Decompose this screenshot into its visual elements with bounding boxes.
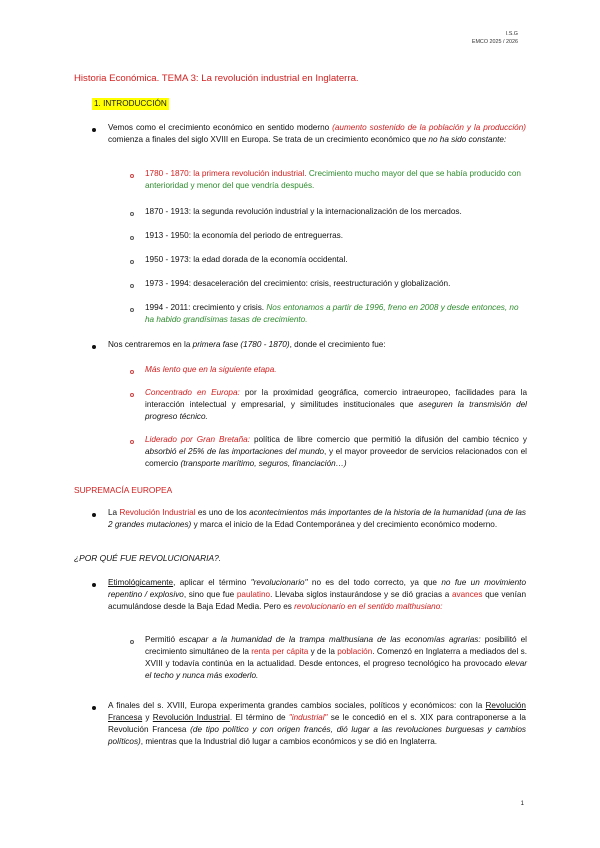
paragraph-malthus <box>145 634 527 682</box>
text-span: La <box>108 508 120 517</box>
paragraph-intro <box>108 122 526 146</box>
hollow-bullet-icon <box>130 174 134 178</box>
text-span: se le concedió en el s. XIX para contraponerse a la Revolución Francesa <box>108 712 526 734</box>
text-span: Vemos como el crecimiento económico en sentido moderno <box>108 123 333 132</box>
paragraph-final <box>108 700 526 748</box>
text-span: "industrial" <box>288 712 328 722</box>
text-span: renta per cápita <box>251 646 309 656</box>
text-span: comienza a finales del siglo XVIII en Europa. Se trata de un crecimiento económico que <box>108 134 429 144</box>
hollow-bullet-icon <box>130 260 134 264</box>
text-span: es uno de los <box>195 508 250 517</box>
paragraph-first-phase <box>108 339 526 351</box>
text-span: Crecimiento mucho mayor del que se había producido con anterioridad y menor del que vendría después. <box>145 169 521 190</box>
text-span: absorbió el 25% de las importaciones del mundo <box>145 446 325 456</box>
text-span: , y el mayor proveedor de servicios relacionados con el comercio <box>145 446 527 468</box>
period-item: 1913 - 1950: la economía del periodo de entreguerras. <box>145 231 343 240</box>
hollow-bullet-icon <box>130 308 134 312</box>
text-span: , mientras que la Industrial dió lugar a cambios económicos y se dió en Inglaterra. <box>140 736 438 746</box>
text-span: y marca el inicio de la Edad Contemporánea y del crecimiento económico moderno. <box>191 519 498 529</box>
page-title: Historia Económica. TEMA 3: La revolución industrial en Inglaterra. <box>74 73 359 84</box>
text-span: política de libre comercio que permitió la difusión del cambio técnico y <box>250 435 527 444</box>
hollow-bullet-icon <box>130 440 134 444</box>
period-item <box>145 302 527 326</box>
text-span: (de tipo político y con origen francés, dió lugar a las revoluciones burguesas y cambios políticos) <box>108 724 526 746</box>
header-block <box>472 30 518 46</box>
period-item: 1973 - 1994: desaceleración del crecimiento: crisis, reestructuración y globalización. <box>145 279 451 288</box>
text-span: no fue un movimiento repentino / explosivo <box>108 578 526 599</box>
text-span: Permitió <box>145 635 180 644</box>
author-initials: I.S.G <box>505 31 518 37</box>
hollow-bullet-icon <box>130 284 134 288</box>
text-span: escapar a la humanidad de la trampa malthusiana de las economías agrarias: <box>179 635 481 644</box>
text-span: (transporte marítimo, seguros, financiación…) <box>180 458 347 468</box>
text-span: población <box>337 646 373 656</box>
text-span: Revolución Industrial <box>119 508 196 517</box>
text-span: avances <box>451 589 483 599</box>
text-span: Nos entonamos a partir de 1996, freno en 2008 y desde entonces, no ha habido grandísimas tasas de crecimiento. <box>145 303 519 324</box>
phase-item <box>145 387 527 423</box>
paragraph-etimologia <box>108 577 526 613</box>
text-span: acontecimientos más importantes de la historia de la humanidad (una de las 2 grandes mutaciones) <box>108 508 526 529</box>
period-item: 1950 - 1973: la edad dorada de la economía occidental. <box>145 255 348 264</box>
text-span: , donde el crecimiento fue: <box>289 340 386 349</box>
hollow-bullet-icon <box>130 370 134 374</box>
section-heading-supremacia: SUPREMACÍA EUROPEA <box>74 485 173 495</box>
period-item <box>145 168 527 192</box>
bullet-icon <box>92 513 96 517</box>
bullet-icon <box>92 706 96 710</box>
course-label: EMCO 2025 / 2026 <box>471 39 518 46</box>
text-span: revolucionario en el sentido malthusiano: <box>294 601 443 611</box>
text-span: 1780 - 1870: la primera revolución industrial. <box>145 169 307 178</box>
text-span: , aplicar el término <box>173 578 251 587</box>
bullet-icon <box>92 128 96 132</box>
text-span: . El término de <box>229 712 289 722</box>
phase-item: Más lento que en la siguiente etapa. <box>145 365 277 374</box>
section-heading-introduccion: 1. INTRODUCCIÓN <box>94 99 167 108</box>
text-span: por la proximidad geográfica, comercio intraeuropeo, facilidades para la interacción intelectual y empresarial, y similitudes institucionales que <box>145 388 527 409</box>
hollow-bullet-icon <box>130 640 134 644</box>
text-span: no ha sido constante: <box>428 134 507 144</box>
text-span: no es del todo correcto, ya que <box>307 578 442 587</box>
text-span: paulatino <box>236 589 271 599</box>
text-span: posibilitó el crecimiento simultáneo de la <box>145 635 527 656</box>
text-span: . Llevaba siglos instaurándose y se dió gracias a <box>270 589 452 599</box>
hollow-bullet-icon <box>130 236 134 240</box>
text-span: "revolucionario" <box>250 578 308 587</box>
text-span: (aumento sostenido de la población y la producción) <box>332 123 526 132</box>
bullet-icon <box>92 345 96 349</box>
text-span: Etimológicamente <box>108 578 174 587</box>
hollow-bullet-icon <box>130 393 134 397</box>
text-span: y de la <box>308 646 338 656</box>
text-span: aseguren la transmisión del progreso técnico. <box>145 399 528 421</box>
text-span: Nos centraremos en la <box>108 340 193 349</box>
section-heading-porque: ¿POR QUÉ FUE REVOLUCIONARIA?. <box>74 553 222 563</box>
text-span: elevar el techo y nunca más exoderlo. <box>145 658 527 680</box>
text-span: Revolución Industrial <box>152 712 230 722</box>
hollow-bullet-icon <box>130 212 134 216</box>
text-span: Liderado por Gran Bretaña: <box>145 435 250 444</box>
page-number: 1 <box>520 801 524 807</box>
text-span: Revolución Francesa <box>108 701 526 722</box>
text-span: . Comenzó en Inglaterra a mediados del s. XVIII y todavía continúa en la actualidad. Desde entonces, el progreso tecnológico ha provocado <box>145 646 527 668</box>
text-span: A finales del s. XVIII, Europa experimenta grandes cambios sociales, políticos y económicos: con la <box>108 701 486 710</box>
phase-item <box>145 434 527 470</box>
text-span: y <box>142 712 153 722</box>
text-span: primera fase (1780 - 1870) <box>192 340 290 349</box>
text-span: , sino que fue <box>183 589 237 599</box>
paragraph-supremacia <box>108 507 526 531</box>
text-span: Concentrado en Europa: <box>145 388 240 397</box>
bullet-icon <box>92 583 96 587</box>
period-item: 1870 - 1913: la segunda revolución industrial y la internacionalización de los mercados. <box>145 207 462 216</box>
text-span: 1994 - 2011: crecimiento y crisis. <box>145 303 267 312</box>
text-span: que venían acumulándose desde la Baja Edad Media. Pero es <box>108 589 526 611</box>
